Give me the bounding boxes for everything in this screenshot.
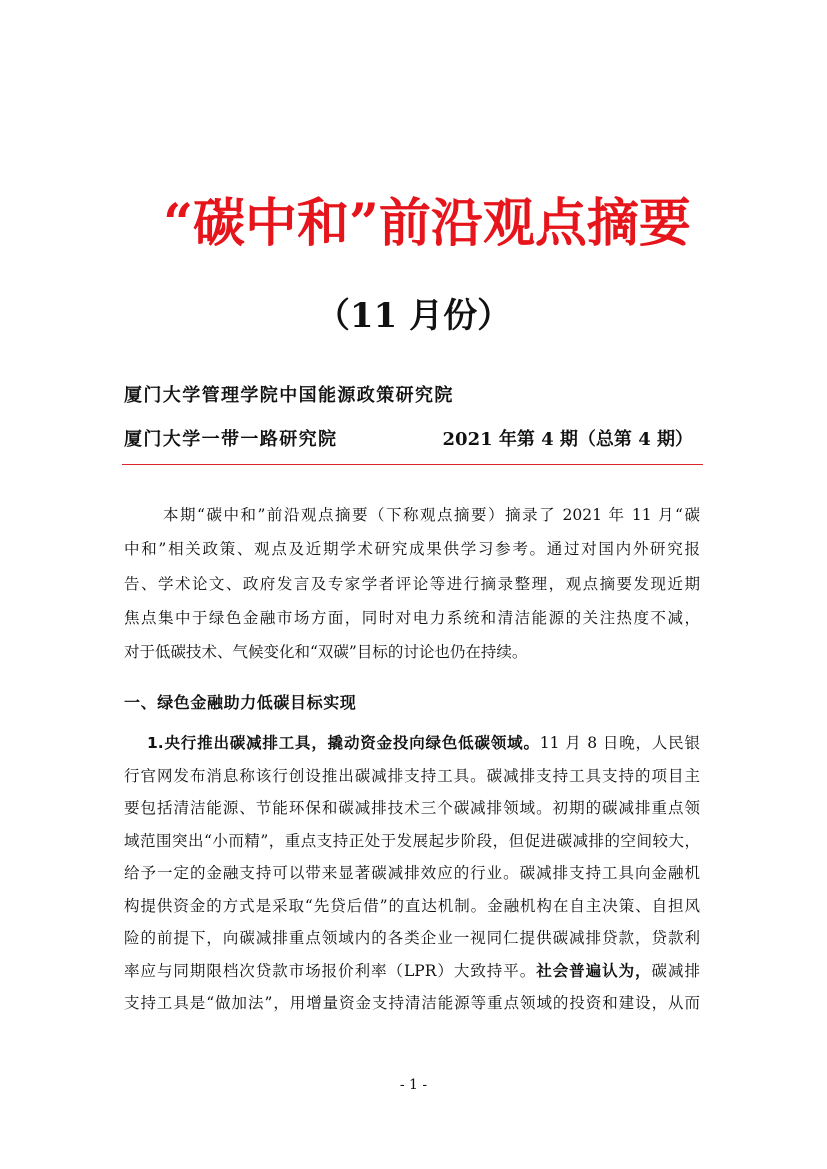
body-line: 构提供资金的方式是采取“先贷后借”的直达机制。金融机构在自主决策、自担风 — [124, 896, 700, 915]
body-line — [124, 955, 700, 988]
body-line: 行官网发布消息称该行创设推出碳减排支持工具。碳减排支持工具支持的项目主 — [124, 766, 700, 785]
abstract-line: 对于低碳技术、气候变化和“双碳”目标的讨论也仍在持续。 — [124, 643, 528, 661]
page-number: - 1 - — [399, 1077, 428, 1093]
body-line-text: 碳减排 — [651, 961, 700, 980]
body-line: 域范围突出“小而精”，重点支持正处于发展起步阶段，但促进碳减排的空间较大， — [124, 831, 700, 850]
body-line-text: 率应与同期限档次贷款市场报价利率（LPR）大致持平。 — [124, 961, 537, 980]
body-line: 支持工具是“做加法”，用增量资金支持清洁能源等重点领域的投资和建设，从而 — [124, 994, 700, 1012]
item-lead-bold: 1.央行推出碳减排工具，撬动资金投向绿色低碳领域。 — [147, 734, 540, 752]
abstract-paragraph — [124, 498, 700, 669]
institution-name-secondary: 厦门大学一带一路研究院 — [124, 429, 338, 450]
body-line: 给予一定的金融支持可以带来显著碳减排效应的行业。碳减排支持工具向金融机 — [124, 864, 700, 882]
issue-number: 2021 年第 4 期（总第 4 期） — [442, 429, 693, 450]
body-line — [124, 727, 700, 760]
abstract-line: 本期“碳中和”前沿观点摘要（下称观点摘要）摘录了 2021 年 11 月“碳 — [163, 506, 700, 524]
body-line: 险的前提下，向碳减排重点领域内的各类企业一视同仁提供碳减排贷款，贷款利 — [124, 929, 700, 947]
abstract-line: 中和”相关政策、观点及近期学术研究成果供学习参考。通过对国内外研究报 — [124, 540, 700, 559]
institution-name: 厦门大学管理学院中国能源政策研究院 — [124, 385, 454, 406]
body-line-text: 11 月 8 日晚，人民银 — [539, 734, 700, 752]
header-divider — [122, 464, 703, 465]
abstract-line: 焦点集中于绿色金融市场方面，同时对电力系统和清洁能源的关注热度不减， — [124, 608, 700, 627]
issue-month-subtitle: （11 月份） — [315, 296, 512, 336]
body-paragraph — [124, 727, 700, 1020]
abstract-line: 告、学术论文、政府发言及专家学者评论等进行摘录整理，观点摘要发现近期 — [124, 574, 700, 593]
section-heading: 一、绿色金融助力低碳目标实现 — [124, 693, 357, 712]
emphasis-bold: 社会普遍认为， — [536, 961, 652, 980]
body-line: 要包括清洁能源、节能环保和碳减排技术三个碳减排领域。初期的碳减排重点领 — [124, 799, 700, 817]
document-title: “碳中和”前沿观点摘要 — [163, 193, 691, 254]
